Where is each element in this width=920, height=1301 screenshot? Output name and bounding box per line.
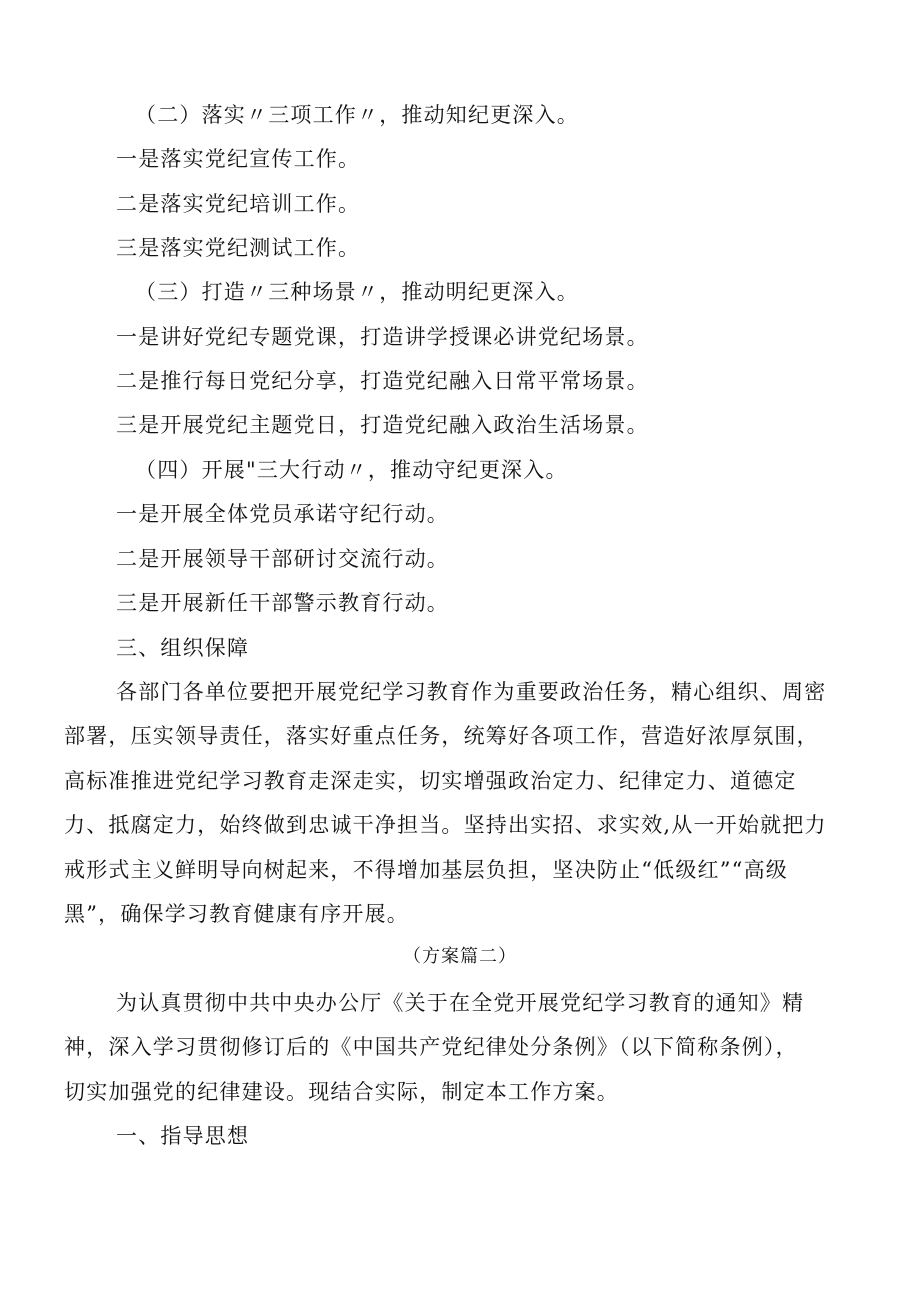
section-4-item-2: 二是开展领导干部研讨交流行动。 [116, 547, 449, 571]
section-3-heading: （三）打造〃三种场景〃，推动明纪更深入。 [135, 280, 579, 304]
section-2-heading: （二）落实〃三项工作〃，推动知纪更深入。 [135, 103, 579, 127]
section-2-item-1: 一是落实党纪宣传工作。 [116, 147, 361, 171]
section-3-item-1: 一是讲好党纪专题党课，打造讲学授课必讲党纪场景。 [116, 325, 649, 349]
guarantee-line-6: 黑”，确保学习教育健康有序开展。 [64, 902, 409, 926]
guarantee-line-4: 力、抵腐定力，始终做到忠诚干净担当。坚持出实招、求实效,从一开始就把力 [64, 813, 827, 837]
guarantee-line-2: 部署，压实领导责任，落实好重点任务，统筹好各项工作，营造好浓厚氛围， [64, 724, 819, 748]
guarantee-heading: 三、组织保障 [116, 636, 250, 660]
guarantee-line-3: 高标准推进党纪学习教育走深走实，切实增强政治定力、纪律定力、道德定 [64, 769, 797, 793]
plan-two-title: （方案篇二） [403, 946, 517, 967]
section-4-item-1: 一是开展全体党员承诺守纪行动。 [116, 502, 449, 526]
plan-two-intro-line-1: 为认真贯彻中共中央办公厅《关于在全党开展党纪学习教育的通知》精 [116, 991, 805, 1015]
section-4-item-3: 三是开展新任干部警示教育行动。 [116, 591, 449, 615]
section-3-item-3: 三是开展党纪主题党日，打造党纪融入政治生活场景。 [116, 413, 649, 437]
section-2-item-2: 二是落实党纪培训工作。 [116, 192, 361, 216]
guiding-thought-heading: 一、指导思想 [116, 1124, 250, 1148]
guarantee-line-5: 戒形式主义鲜明导向树起来，不得增加基层负担，坚决防止“低级红”“高级 [64, 858, 789, 882]
section-4-heading: （四）开展"三大行动〃，推动守纪更深入。 [135, 458, 568, 482]
section-2-item-3: 三是落实党纪测试工作。 [116, 236, 361, 260]
guarantee-line-1: 各部门各单位要把开展党纪学习教育作为重要政治任务，精心组织、周密 [116, 680, 827, 704]
plan-two-intro-line-2: 神，深入学习贯彻修订后的《中国共产党纪律处分条例》（以下简称条例）， [64, 1035, 798, 1059]
plan-two-intro-line-3: 切实加强党的纪律建设。现结合实际，制定本工作方案。 [64, 1080, 619, 1104]
section-3-item-2: 二是推行每日党纪分享，打造党纪融入日常平常场景。 [116, 369, 649, 393]
